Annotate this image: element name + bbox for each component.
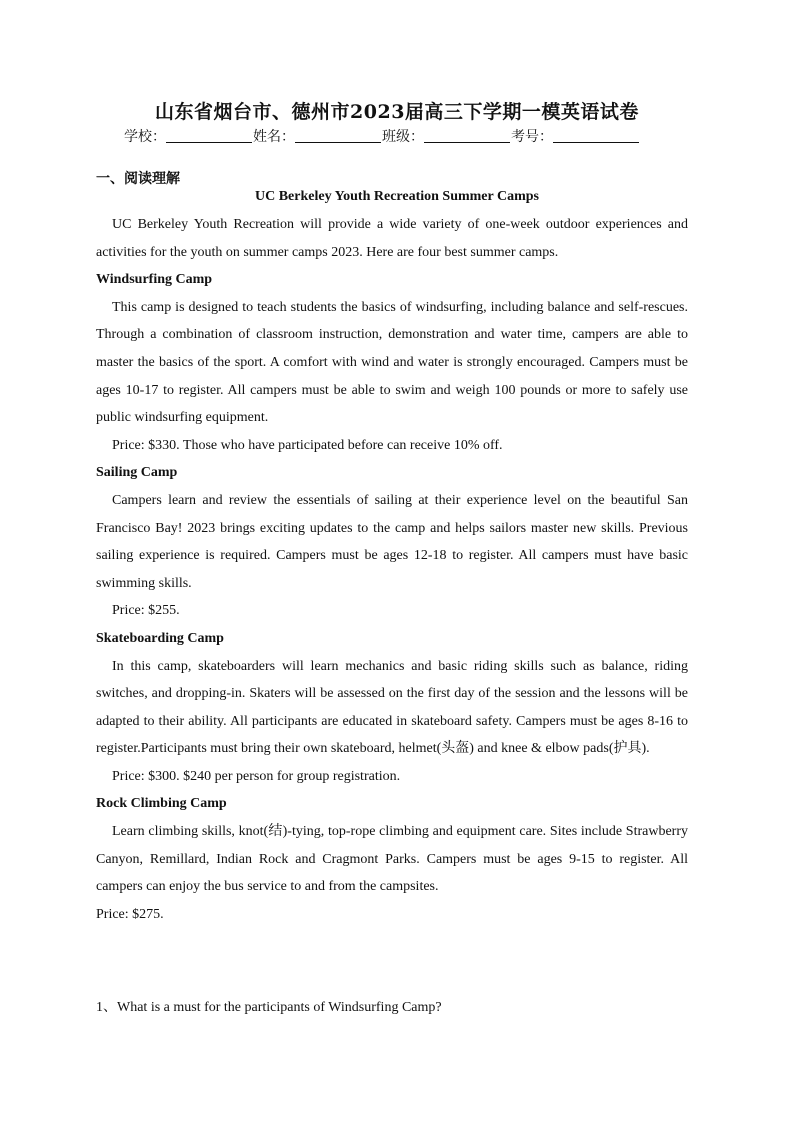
article-title: UC Berkeley Youth Recreation Summer Camps bbox=[255, 189, 539, 204]
camp-description-windsurfing: This camp is designed to teach students the basics of windsurfing, including balance and self-rescues. Through a combination of classroom instruction, demonstration and water time, campers are able to master the basics of the sport. A comfort with wind and water is strongly encouraged. Campers must be ages 10-17 to register. All campers must be able to swim and weigh 100 pounds or more to safely use public windsurfing equipment. bbox=[96, 299, 688, 426]
school-label: 学校： bbox=[124, 129, 166, 145]
article-body bbox=[96, 211, 688, 928]
name-field bbox=[253, 126, 382, 146]
exam-title: 山东省烟台市、德州市2023届高三下学期一模英语试卷 bbox=[155, 101, 639, 123]
section-title: 一、阅读理解 bbox=[96, 171, 180, 187]
camp-description-rock-climbing: Learn climbing skills, knot(结)-tying, top-rope climbing and equipment care. Sites include Strawberry Canyon, Remillard, Indian Rock and Cragmont Parks. Campers must be ages 9-15 to register. All campers can enjoy the bus service to and from the campsites. bbox=[96, 824, 688, 895]
question-1: 1、What is a must for the participants of Windsurfing Camp? bbox=[96, 1000, 442, 1015]
camp-price-windsurfing: Price: $330. Those who have participated before can receive 10% off. bbox=[112, 437, 503, 453]
class-field bbox=[382, 126, 511, 146]
name-label: 姓名： bbox=[253, 129, 295, 145]
exam-number-blank[interactable] bbox=[553, 128, 639, 143]
exam-number-label: 考号： bbox=[511, 129, 553, 145]
school-field bbox=[124, 126, 253, 146]
camp-price-skateboarding: Price: $300. $240 per person for group registration. bbox=[112, 768, 401, 784]
article-intro: UC Berkeley Youth Recreation will provide a wide variety of one-week outdoor experiences and activities for the youth on summer camps 2023. Here are four best summer camps. bbox=[96, 217, 688, 260]
camp-description-sailing: Campers learn and review the essentials of sailing at their experience level on the beautiful San Francisco Bay! 2023 brings exciting updates to the camp and helps sailors master new skills. Previous sailing experience is required. Campers must be ages 12-18 to register. All campers must have basic swimming skills. bbox=[96, 492, 688, 591]
class-blank[interactable] bbox=[424, 128, 510, 143]
camp-heading-sailing: Sailing Camp bbox=[96, 465, 178, 481]
camp-price-rock-climbing: Price: $275. bbox=[96, 906, 164, 922]
student-info-row bbox=[124, 126, 684, 146]
name-blank[interactable] bbox=[295, 128, 381, 143]
camp-heading-skateboarding: Skateboarding Camp bbox=[96, 630, 224, 646]
camp-description-skateboarding: In this camp, skateboarders will learn mechanics and basic riding skills such as balance, riding switches, and dropping-in. Skaters will be assessed on the first day of the session and the lessons will be adapted to their ability. All participants are educated in skateboard safety. Campers must be ages 8-16 to register.Participants must bring their own skateboard, helmet(头盔) and knee & elbow pads(护具). bbox=[96, 658, 688, 757]
camp-heading-windsurfing: Windsurfing Camp bbox=[96, 272, 213, 288]
class-label: 班级： bbox=[382, 129, 424, 145]
exam-number-field bbox=[511, 126, 640, 146]
camp-price-sailing: Price: $255. bbox=[112, 603, 180, 619]
camp-heading-rock-climbing: Rock Climbing Camp bbox=[96, 796, 227, 812]
school-blank[interactable] bbox=[166, 128, 252, 143]
